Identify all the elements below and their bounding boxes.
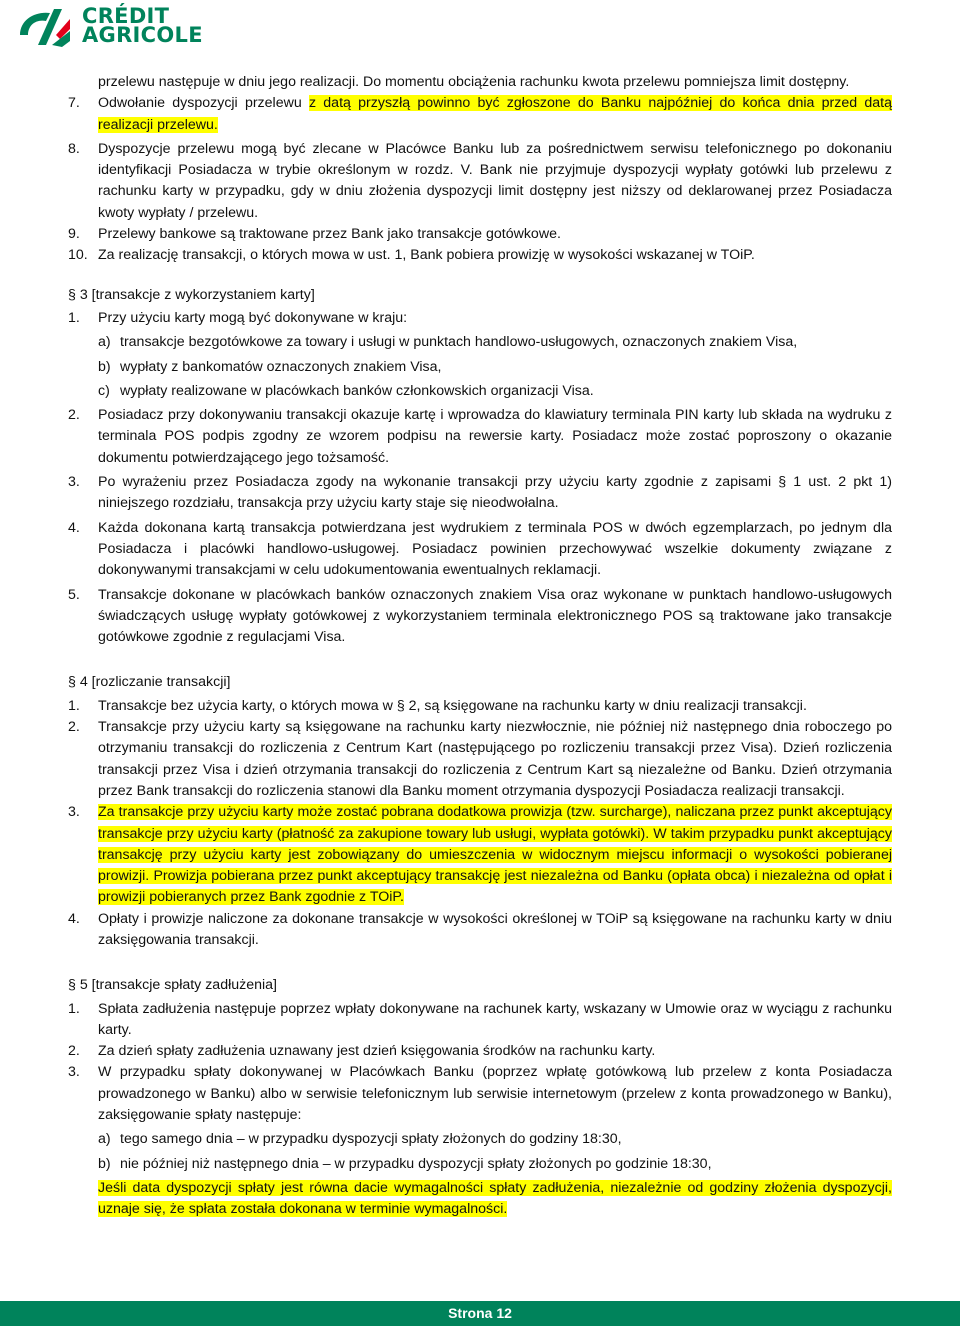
sub-letter: a) (98, 1131, 111, 1148)
list-item (68, 1041, 892, 1062)
item-text: Przelewy bankowe są traktowane przez Bank jako transakcje gotówkowe. (98, 226, 561, 243)
list-item (68, 909, 892, 952)
item-text (98, 93, 892, 136)
item-text-plain: Odwołanie dyspozycji przelewu (98, 95, 309, 112)
item-number: 4. (68, 910, 80, 927)
item-number: 3. (68, 804, 80, 821)
item-text-highlight: Za transakcje przy użyciu karty może zostać pobrana dodatkowa prowizja (tzw. surcharge), naliczana przez punkt akceptujący transakcje przy użyciu karty (płatność za zakupione towary lub usługi, wypłata gotówki). W takim przypadku punkt akceptujący transakcję przy użyciu karty jest zobowiązany do umieszczenia w widocznym miejscu informacji o wysokości pobieranej prowizji. Prowizja pobierana przez punkt akceptujący transakcję jest niezależna od Banku (opłata obca) i niezależna od opłat i prowizji pobieranych przez Bank zgodnie z TOiP. (98, 804, 892, 906)
item-text: Transakcje bez użycia karty, o których mowa w § 2, są księgowane na rachunku karty w dniu realizacji transakcji. (98, 697, 807, 714)
item-number: 3. (68, 1064, 80, 1081)
item-text: Po wyrażeniu przez Posiadacza zgody na wykonanie transakcji przy użyciu karty zgodnie z zapisami § 1 ust. 2 pkt 1) niniejszego rozdziału, transakcja przy użyciu karty staje się nieodwołalna. (98, 474, 892, 512)
sub-text: transakcje bezgotówkowe za towary i usługi w punktach handlowo-usługowych, oznaczonych znakiem Visa, (120, 334, 798, 351)
item-number: 4. (68, 519, 80, 536)
item-text: Każda dokonana kartą transakcja potwierdzana jest wydrukiem z terminala POS w dwóch egzemplarzach, po jednym dla Posiadacza i placówki handlowo-usługowej. Posiadacz powinien przechowywać wszelkie dokumenty związane z dokonywanymi transakcjami w celu udokumentowania ewentualnych reklamacji. (98, 519, 892, 579)
item-number: 1. (68, 697, 80, 714)
item-text: Dyspozycje przelewu mogą być zlecane w Placówce Banku lub za pośrednictwem serwisu telefonicznego po dokonaniu identyfikacji Posiadacza w trybie określonym w rozdz. V. Bank nie przyjmuje dyspozycji wypłaty gotówki lub przelewu z rachunku karty w przypadku, gdy w dniu złożenia dyspozycji limit dostępny jest niższy od deklarowanej przez Posiadacza kwoty wypłaty / przelewu. (98, 140, 892, 221)
item-text: Posiadacz przy dokonywaniu transakcji okazuje kartę i wprowadza do klawiatury terminala PIN karty lub składa na wydruku z terminala POS podpis zgodny ze wzorem podpisu na rewersie karty. Posiadacz może zostać poproszony o okazanie dokumentu potwierdzającego jego tożsamość. (98, 407, 892, 466)
list-item (68, 585, 892, 649)
document-body (68, 72, 892, 1221)
item-text: Przy użyciu karty mogą być dokonywane w kraju: (98, 309, 408, 326)
list-item (68, 999, 892, 1042)
final-paragraph (98, 1178, 892, 1221)
item-text: Transakcje dokonane w placówkach banków oznaczonych znakiem Visa oraz wykonane w punktach handlowo-usługowych świadczących usługę wypłaty gotówkowej z wykorzystaniem terminala elektronicznego POS są traktowane jako transakcje gotówkowe zgodnie z regulacjami Visa. (98, 586, 892, 646)
list-item (68, 802, 892, 908)
item-number: 9. (68, 226, 80, 243)
sub-item (98, 381, 892, 402)
item-text: Za dzień spłaty zadłużenia uznawany jest dzień księgowania środków na rachunku karty. (98, 1043, 656, 1060)
item-number: 2. (68, 719, 80, 736)
list-item (68, 224, 892, 245)
item-number: 10. (68, 247, 88, 264)
sub-letter: a) (98, 334, 111, 351)
sub-text: nie później niż następnego dnia – w przypadku dyspozycji spłaty złożonych po godzinie 18:30, (120, 1155, 712, 1172)
item-number: 1. (68, 309, 80, 326)
item-number: 3. (68, 474, 80, 491)
credit-agricole-logo-icon (16, 5, 74, 47)
item-number: 7. (68, 95, 80, 112)
item-number: 2. (68, 1043, 80, 1060)
item-text: Za realizację transakcji, o których mowa w ust. 1, Bank pobiera prowizję w wysokości wskazanej w TOiP. (98, 247, 755, 264)
sub-text: wypłaty z bankomatów oznaczonych znakiem Visa, (120, 358, 442, 375)
sub-item (98, 332, 892, 353)
item-number: 8. (68, 140, 80, 157)
sub-text: tego samego dnia – w przypadku dyspozycji spłaty złożonych do godziny 18:30, (120, 1131, 622, 1148)
sub-item (98, 1154, 892, 1175)
logo (16, 4, 203, 48)
item-text (98, 802, 892, 908)
item-number: 2. (68, 407, 80, 424)
section-title: § 4 [rozliczanie transakcji] (68, 674, 231, 691)
intro-paragraph: przelewu następuje w dniu jego realizacji. Do momentu obciążenia rachunku kwota przelewu pomniejsza limit dostępny. (98, 74, 850, 90)
item-text-highlight: z datą przyszłą powinno być zgłoszone do Banku najpóźniej do końca dnia przed datą realizacji przelewu. (98, 95, 893, 133)
final-highlight: Jeśli data dyspozycji spłaty jest równa dacie wymagalności spłaty zadłużenia, niezależnie od godziny złożenia dyspozycji, uznaje się, że spłata została dokonana w terminie wymagalności. (98, 1179, 892, 1218)
sub-item (98, 1129, 892, 1150)
list-item (68, 717, 892, 802)
sub-letter: b) (98, 358, 111, 375)
list-item (68, 405, 892, 469)
item-text: Transakcje przy użyciu karty są księgowane na rachunku karty niezwłocznie, nie później niż następnego dnia roboczego po otrzymaniu transakcji do rozliczenia z Centrum Kart (następującego po rozliczeniu transakcji przez Visa). Dzień rozliczenia transakcji przez Visa i dzień otrzymania transakcji do rozliczenia z Centrum Kart są niezależne od Banku. Dzień otrzymania przez Bank transakcji do rozliczenia stanowi dla Banku moment otrzymania dyspozycji Posiadacza realizacji transakcji. (98, 719, 892, 799)
sub-item (98, 357, 892, 378)
list-item (68, 1062, 892, 1126)
section-title: § 3 [transakcje z wykorzystaniem karty] (68, 286, 315, 303)
logo-line-1: CRÉDIT (82, 4, 170, 28)
list-item (68, 139, 892, 224)
item-text: Spłata zadłużenia następuje poprzez wpłaty dokonywane na rachunek karty, wskazany w Umowie oraz w wyciągu z rachunku karty. (98, 1000, 892, 1038)
item-number: 5. (68, 586, 80, 603)
sub-letter: c) (98, 382, 110, 399)
list-item (68, 472, 892, 515)
list-item (68, 518, 892, 582)
list-item (68, 93, 892, 136)
sub-letter: b) (98, 1155, 111, 1172)
item-number: 1. (68, 1000, 80, 1017)
section-title: § 5 [transakcje spłaty zadłużenia] (68, 977, 277, 994)
page-footer: Strona 12 (0, 1301, 960, 1326)
sub-text: wypłaty realizowane w placówkach banków członkowskich organizacji Visa. (120, 382, 594, 399)
list-item (68, 245, 892, 266)
item-text: W przypadku spłaty dokonywanej w Placówkach Banku (poprzez wpłatę gotówkową lub przelew z konta Posiadacza prowadzonego w Banku) albo w serwisie telefonicznym lub serwisie internetowym (przelew z konta prowadzonego w Banku), zaksięgowanie spłaty następuje: (98, 1064, 892, 1124)
list-item (68, 696, 892, 717)
item-text: Opłaty i prowizje naliczone za dokonane transakcje w wysokości określonej w TOiP są księgowane na rachunku karty w dniu zaksięgowania transakcji. (98, 910, 892, 948)
list-item (68, 308, 892, 329)
logo-line-2: AGRICOLE (82, 23, 203, 47)
